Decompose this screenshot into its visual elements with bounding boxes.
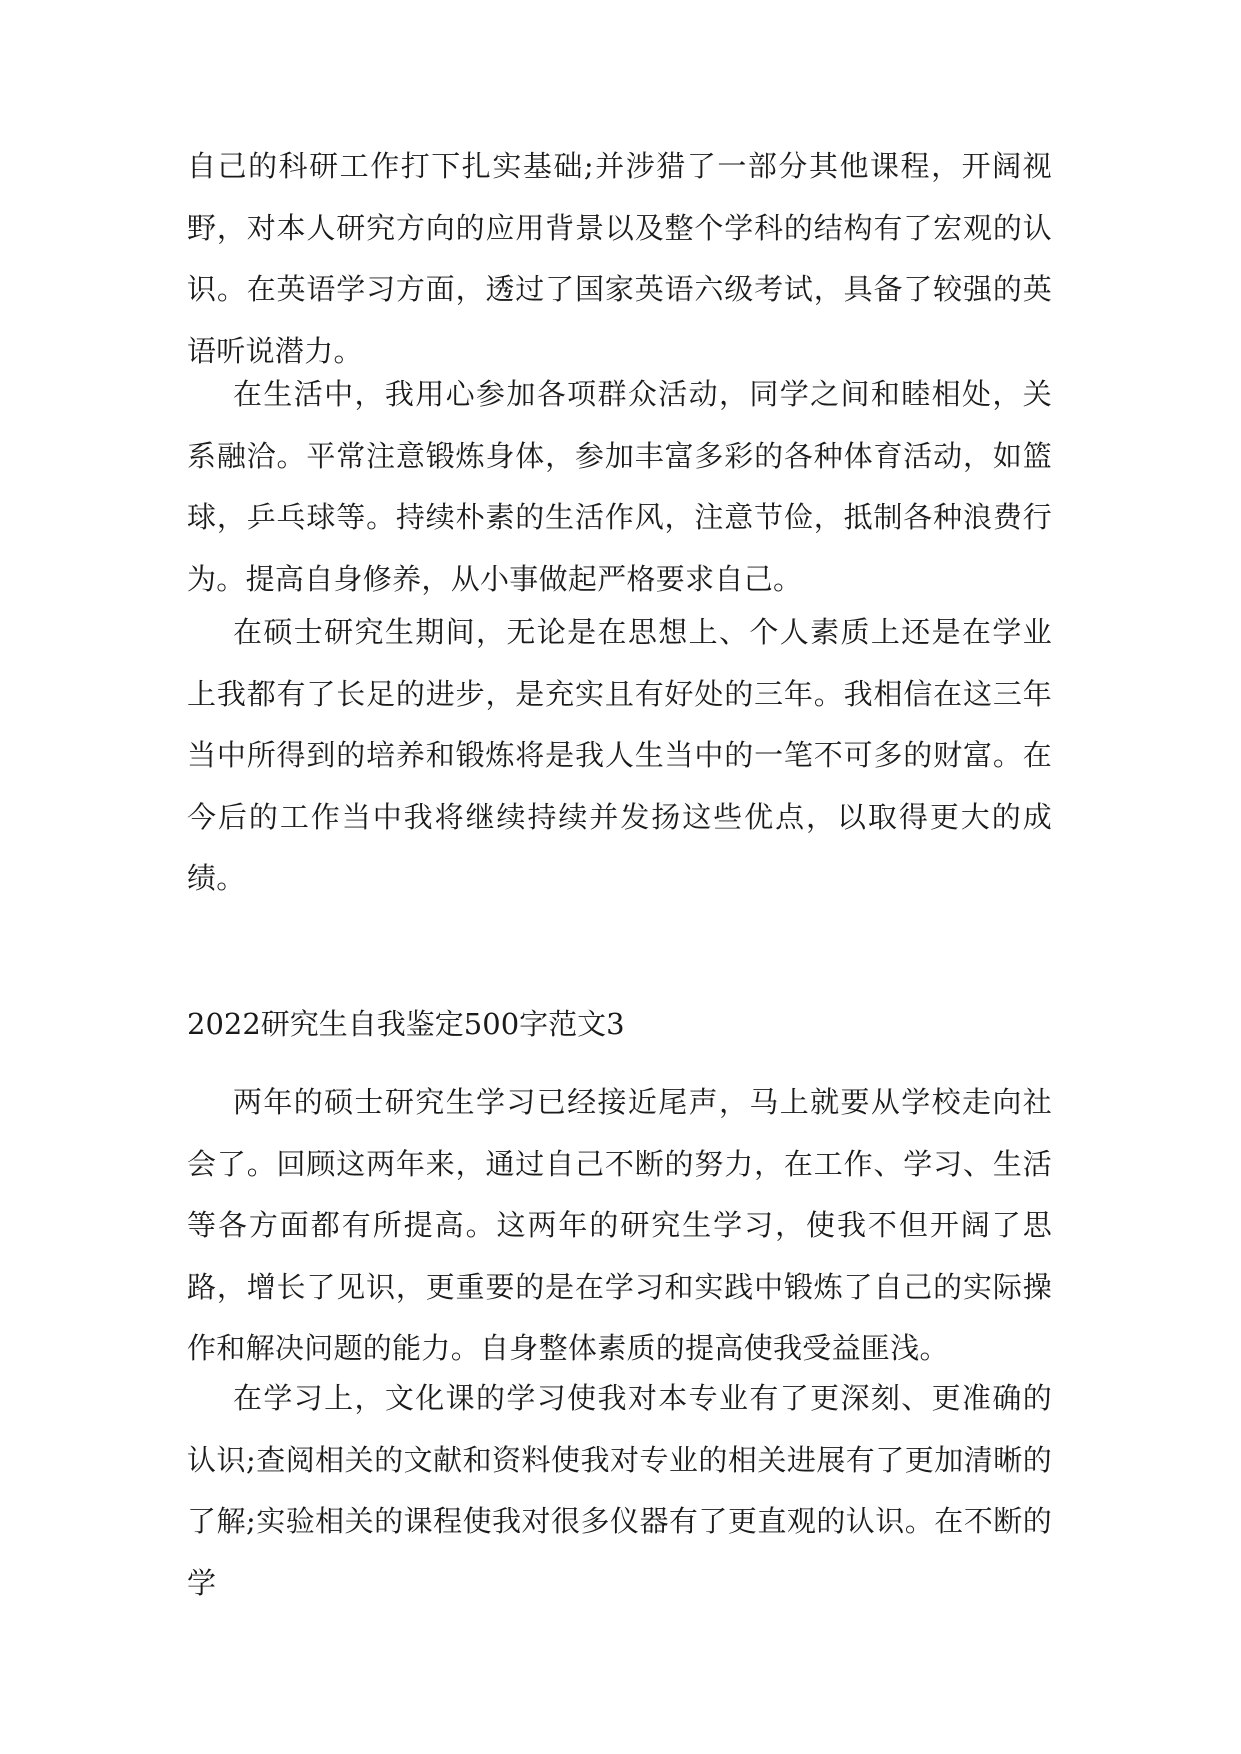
section-heading: 2022研究生自我鉴定500字范文3 — [187, 1007, 625, 1041]
paragraph-life: 在生活中，我用心参加各项群众活动，同学之间和睦相处，关系融洽。平常注意锻炼身体，参加丰富多彩的各种体育活动，如篮球，乒乓球等。持续朴素的生活作风，注意节俭，抵制各种浪费行为。提高自身修养，从小事做起严格要求自己。 — [187, 377, 1052, 596]
paragraph-summary: 在硕士研究生期间，无论是在思想上、个人素质上还是在学业上我都有了长足的进步，是充实且有好处的三年。我相信在这三年当中所得到的培养和锻炼将是我人生当中的一笔不可多的财富。在今后的工作当中我将继续持续并发扬这些优点，以取得更大的成绩。 — [187, 615, 1052, 895]
document-page — [187, 0, 1052, 1754]
paragraph-continued: 自己的科研工作打下扎实基础;并涉猎了一部分其他课程，开阔视野，对本人研究方向的应用背景以及整个学科的结构有了宏观的认识。在英语学习方面，透过了国家英语六级考试，具备了较强的英语听说潜力。 — [187, 149, 1052, 368]
paragraph-study: 在学习上，文化课的学习使我对本专业有了更深刻、更准确的认识;查阅相关的文献和资料使我对专业的相关进展有了更加清晰的了解;实验相关的课程使我对很多仪器有了更直观的认识。在不断的学 — [187, 1381, 1052, 1600]
paragraph-intro: 两年的硕士研究生学习已经接近尾声，马上就要从学校走向社会了。回顾这两年来，通过自己不断的努力，在工作、学习、生活等各方面都有所提高。这两年的研究生学习，使我不但开阔了思路，增长了见识，更重要的是在学习和实践中锻炼了自己的实际操作和解决问题的能力。自身整体素质的提高使我受益匪浅。 — [187, 1085, 1052, 1365]
